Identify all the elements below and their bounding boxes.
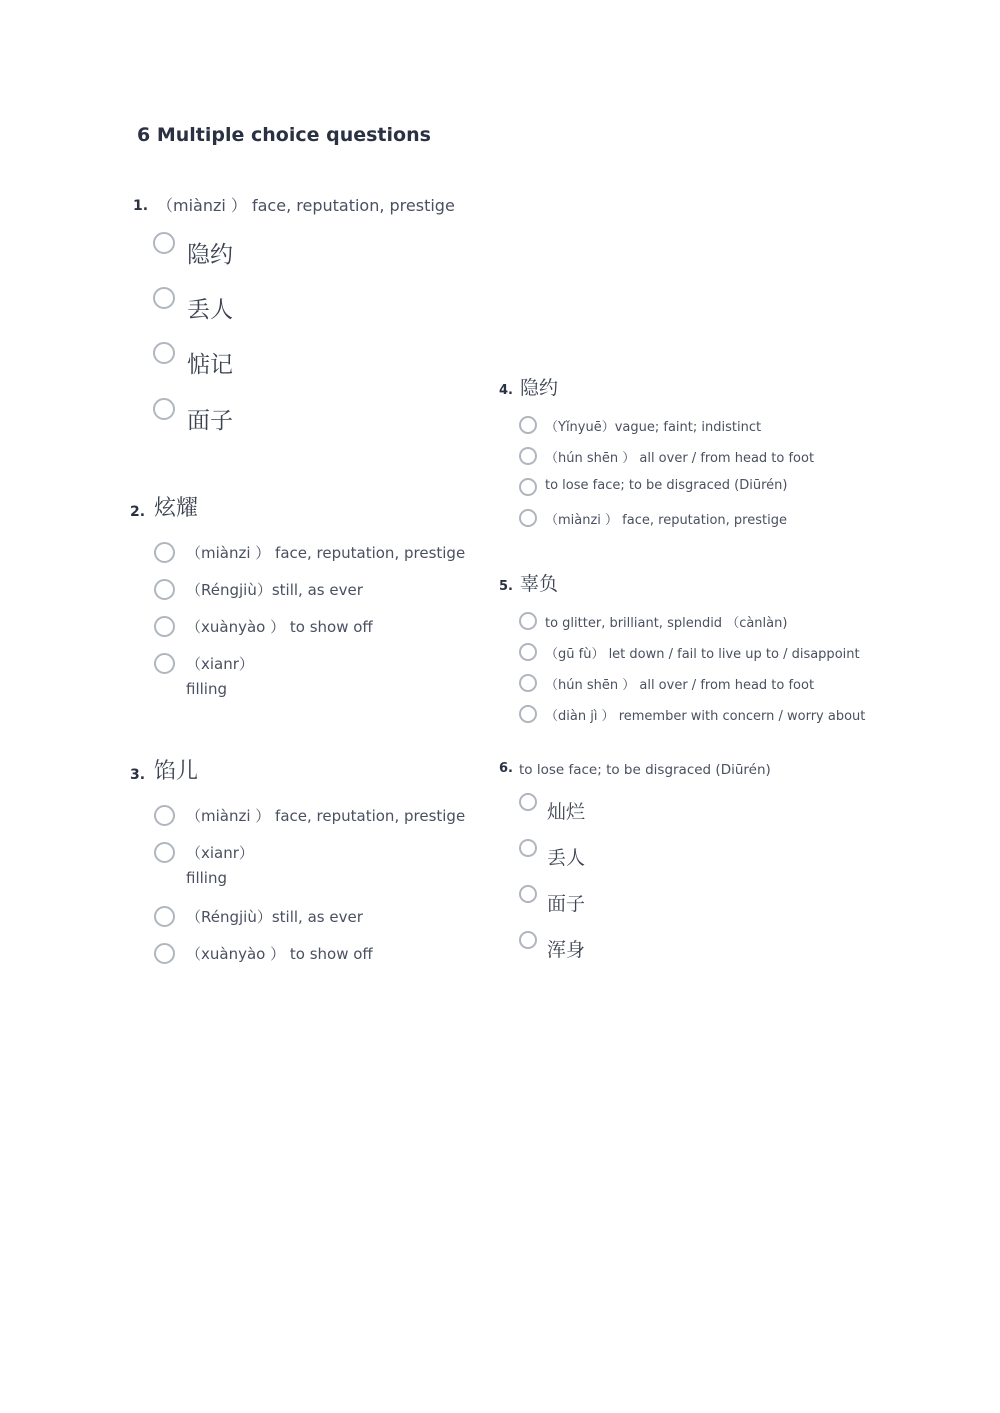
option-label: （hún shēn ） all over / from head to foot	[545, 678, 815, 693]
option-sublabel: filling	[186, 680, 227, 698]
radio-button[interactable]	[153, 287, 175, 309]
radio-button[interactable]	[519, 793, 537, 811]
option-label: （xuànyào ） to show off	[186, 945, 373, 963]
question-header	[499, 568, 899, 598]
radio-button[interactable]	[154, 542, 175, 563]
question-1	[133, 188, 493, 448]
question-prompt: 辜负	[520, 573, 559, 595]
option-label: （diàn jì ） remember with concern / worry about	[545, 709, 866, 724]
option-label: （miànzi ） face, reputation, prestige	[186, 807, 466, 825]
option-label: 面子	[187, 408, 233, 434]
question-number: 1.	[133, 198, 149, 214]
question-4	[499, 372, 879, 532]
page-title: 6 Multiple choice questions	[137, 124, 431, 146]
radio-button[interactable]	[519, 478, 537, 496]
radio-button[interactable]	[153, 232, 175, 254]
option-label: 灿烂	[547, 801, 586, 823]
option-label: to glitter, brilliant, splendid （cànlàn)	[545, 616, 788, 631]
option-label: （xianr）	[186, 655, 254, 673]
option-label: （miànzi ） face, reputation, prestige	[545, 513, 787, 528]
radio-button[interactable]	[519, 885, 537, 903]
radio-button[interactable]	[154, 653, 175, 674]
question-prompt: 馅儿	[154, 759, 199, 784]
question-header	[130, 490, 490, 524]
question-number: 3.	[130, 767, 146, 783]
question-prompt: to lose face; to be disgraced (Diūrén)	[519, 762, 771, 778]
radio-button[interactable]	[154, 906, 175, 927]
question-number: 6.	[499, 761, 513, 776]
question-number: 4.	[499, 383, 513, 398]
question-header	[499, 372, 879, 402]
radio-button[interactable]	[154, 943, 175, 964]
radio-button[interactable]	[153, 398, 175, 420]
option-label: （xianr）	[186, 844, 254, 862]
radio-button[interactable]	[519, 416, 537, 434]
option-label: to lose face; to be disgraced (Diūrén)	[545, 478, 788, 493]
question-prompt: 炫耀	[154, 496, 199, 521]
question-header	[499, 754, 879, 780]
option-sublabel: filling	[186, 869, 227, 887]
radio-button[interactable]	[153, 342, 175, 364]
question-6	[499, 754, 879, 974]
option-label: （xuànyào ） to show off	[186, 618, 373, 636]
option-label: （Réngjiù）still, as ever	[186, 908, 363, 926]
option-label: 惦记	[187, 352, 233, 378]
option-label: 丢人	[187, 297, 233, 323]
radio-button[interactable]	[519, 674, 537, 692]
question-number: 5.	[499, 579, 513, 594]
radio-button[interactable]	[519, 705, 537, 723]
option-label: 面子	[547, 893, 586, 915]
radio-button[interactable]	[519, 931, 537, 949]
option-label: （gū fù） let down / fail to live up to / disappoint	[545, 647, 860, 662]
radio-button[interactable]	[519, 612, 537, 630]
radio-button[interactable]	[519, 839, 537, 857]
radio-button[interactable]	[519, 509, 537, 527]
radio-button[interactable]	[154, 616, 175, 637]
option-label: （miànzi ） face, reputation, prestige	[186, 544, 466, 562]
question-prompt: 隐约	[520, 377, 559, 399]
question-prompt: （miànzi ） face, reputation, prestige	[157, 196, 455, 215]
option-label: （Réngjiù）still, as ever	[186, 581, 363, 599]
radio-button[interactable]	[519, 447, 537, 465]
radio-button[interactable]	[154, 842, 175, 863]
question-3	[130, 753, 490, 973]
question-2	[130, 490, 490, 710]
option-label: 浑身	[547, 939, 586, 961]
radio-button[interactable]	[154, 579, 175, 600]
question-header	[130, 753, 490, 787]
option-label: （Yǐnyuē）vague; faint; indistinct	[545, 420, 762, 435]
option-label: 丢人	[547, 847, 586, 869]
option-label: （hún shēn ） all over / from head to foot	[545, 451, 815, 466]
question-header	[133, 188, 493, 218]
radio-button[interactable]	[519, 643, 537, 661]
question-number: 2.	[130, 504, 146, 520]
option-label: 隐约	[187, 242, 233, 268]
question-5	[499, 568, 899, 728]
radio-button[interactable]	[154, 805, 175, 826]
